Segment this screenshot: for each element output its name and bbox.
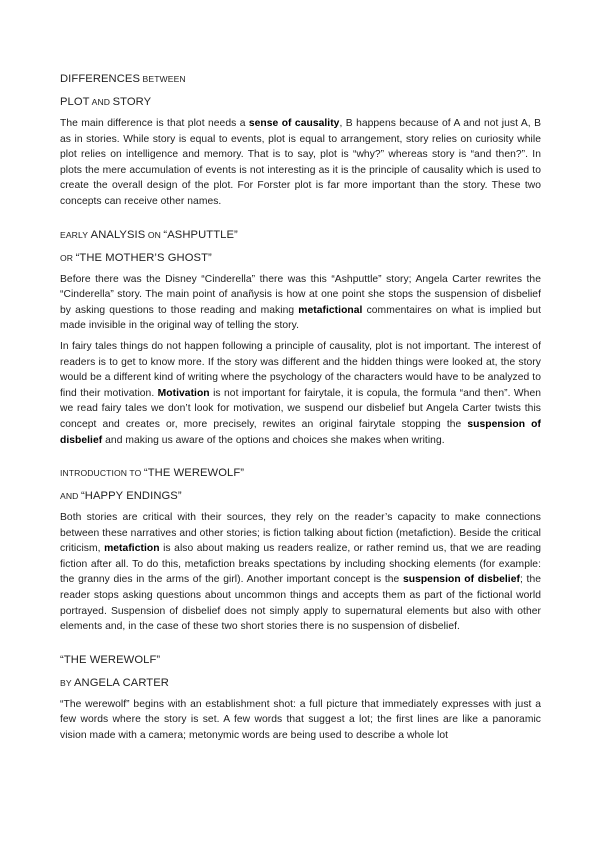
text-run: BETWEEN: [140, 74, 186, 84]
text-run: BY: [60, 677, 74, 688]
text-run: INTRODUCTION TO: [60, 468, 144, 479]
text-run: ANGELA CARTER: [74, 676, 169, 689]
text-run: OR: [60, 252, 76, 263]
text-run: “The werewolf” begins with an establishment shot: a full picture that immediately expresses with just a few words where the story is set. A few words that suggest a lot; the first lines are like a panoramic vision made with a camera; metonymic words are being used to describe a whole lot: [60, 698, 541, 742]
section-heading-line: [60, 651, 541, 669]
text-run: The main difference is that plot needs a: [60, 118, 249, 129]
text-run: ON: [145, 229, 164, 240]
text-run: and making us aware of the options and choices she makes when writing.: [102, 434, 445, 446]
body-paragraph: [60, 339, 541, 448]
text-run: In fairy tales things do not happen following a principle of causality, plot is not important. The interest of readers is to get to know more. If the story was different and the hidden things were looked at, the story would be a different kind of writing where the psychology of the characters would have to be analyzed to find their motivation.: [60, 340, 541, 399]
section-heading-line: [60, 93, 541, 111]
bold-term: sense of causality: [248, 118, 340, 129]
body-paragraph: [60, 510, 541, 635]
text-run: “ASHPUTTLE”: [163, 228, 238, 241]
section-plot-and-story: [60, 70, 541, 210]
bold-term: metafictional: [298, 304, 363, 316]
section-heading-line: [60, 249, 541, 267]
text-run: “THE WEREWOLF”: [60, 653, 161, 666]
bold-term: suspension of disbelief: [60, 418, 541, 446]
text-run: DIFFERENCES: [60, 73, 141, 85]
bold-term: Motivation: [157, 387, 210, 399]
text-run: Both stories are critical with their sources, they rely on the reader’s capacity to make connections between these narratives and other stories; is fiction talking about fiction (metafiction). Beside the critical criticism,: [60, 512, 541, 555]
body-paragraph: [60, 116, 541, 210]
body-paragraph: [60, 272, 541, 334]
section-the-werewolf: [60, 651, 541, 744]
text-run: AND: [60, 491, 81, 502]
section-heading-line: [60, 487, 541, 505]
text-run: “THE MOTHER’S GHOST”: [75, 251, 212, 264]
document-content: [60, 70, 541, 744]
section-heading-line: [60, 226, 541, 244]
text-run: is not important for fairytale, it is copula, the formula “and then”. When we read fairy tales we don’t look for motivation, we suspend our disbelief but Angela Carter twists this concept and creates or, more precisely, rewites an original fairytale stopping the: [60, 387, 541, 430]
text-run: STORY: [112, 96, 152, 108]
text-run: Before there was the Disney “Cinderella” there was this “Ashputtle” story; Angela Carter rewrites the “Cinderella” story. The main point of anañysis is how at one point she stops the suspension of disbelief by asking questions to those reading and making: [60, 273, 541, 316]
body-paragraph: [60, 697, 541, 744]
text-run: , B happens because of A and not just A, B as in stories. While story is equal to events, plot is equal to arrangement, story relies on curiosity while plot relies on intelligence and memory. That is to say, plot is “why?” whereas story is “and then?”. In plots the mere accumulation of events is not interesting as it is the principle of causality which is used to create the overall design of the plot. For Forster plot is far more important than the story. These two concepts can receive other names.: [60, 118, 541, 207]
section-heading-line: [60, 674, 541, 692]
text-run: ANALYSIS: [88, 228, 146, 241]
bold-term: suspension of disbelief: [402, 574, 520, 586]
section-heading-line: [60, 70, 541, 88]
text-run: PLOT: [60, 96, 90, 108]
bold-term: metafiction: [104, 543, 160, 555]
text-run: “HAPPY ENDINGS”: [80, 490, 182, 503]
text-run: “THE WEREWOLF”: [143, 467, 245, 480]
text-run: ; the reader stops asking questions about uncommon things and accepts them as part of the fictional world portrayed. Suspension of disbelief does not simply apply to supernatural elements but also with other elements and, in the case of these two short stories there is no suspension of disbelief.: [60, 574, 541, 633]
section-werewolf-intro: [60, 464, 541, 635]
text-run: commentaires on what is implied but made invisible in the original way of telling the story.: [60, 304, 541, 332]
section-ashputtle: [60, 226, 541, 449]
text-run: is also about making us readers realize, or rather remind us, that we are reading fiction after all. To do this, metafiction breaks spectations by including shocking elements (for example: the granny dies in the arms of the girl). Another important concept is the: [60, 543, 541, 586]
section-heading-line: [60, 464, 541, 482]
text-run: EARLY: [60, 229, 89, 240]
text-run: AND: [89, 97, 113, 107]
